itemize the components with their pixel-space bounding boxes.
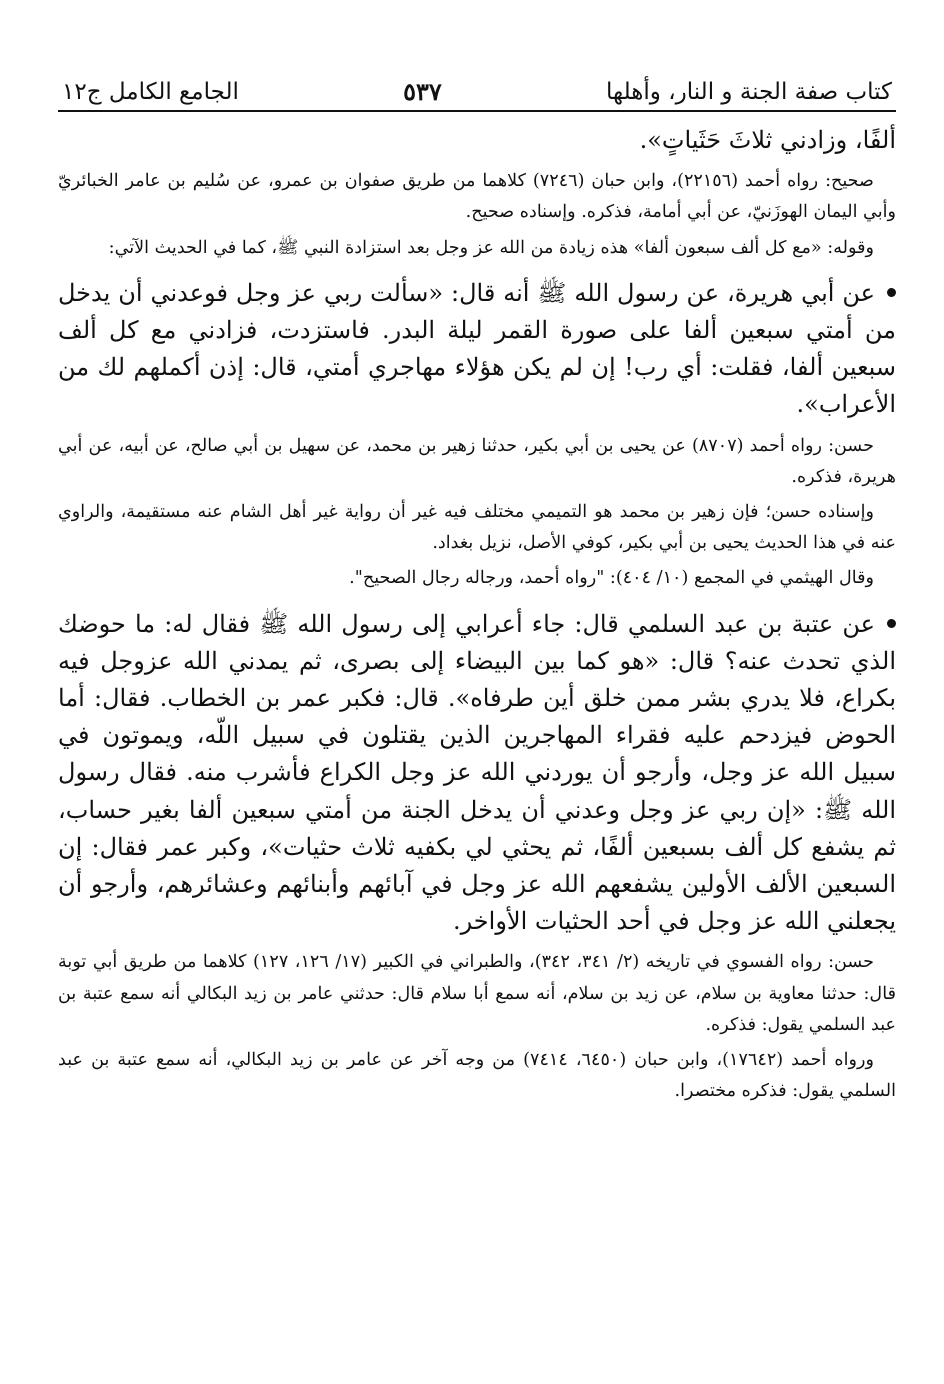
takhrij-note: صحيح: رواه أحمد (٢٢١٥٦)، وابن حبان (٧٢٤٦) كلاهما من طريق صفوان بن عمرو، عن سُليم بن عامر الخبائريّ وأبي اليمان الهوزَنيّ، عن أبي أمامة، فذكره. وإسناده صحيح. [58,171,896,223]
series-title: الجامع الكامل ج١٢ [62,79,239,105]
bullet-icon [887,619,896,628]
page-number: ٥٣٧ [403,77,442,106]
takhrij-note: ورواه أحمد (١٧٦٤٢)، وابن حبان (٦٤٥٠، ٧٤١٤) من وجه آخر عن عامر بن زيد البكالي، أنه سمع عتبة بن عبد السلمي يقول: فذكره مختصرا. [58,1050,896,1102]
page-content [58,112,896,1107]
hadith-continuation: ألفًا، وزادني ثلاثَ حَثَياتٍ». [639,126,896,154]
book-page [58,62,896,1107]
hadith-text: عن أبي هريرة، عن رسول الله ﷺ أنه قال: «سألت ربي عز وجل فوعدني أن يدخل من أمتي سبعين ألفا على صورة القمر ليلة البدر. فاستزدت، فزادني مع كل ألف سبعين ألفا، فقلت: أي رب! إن لم يكن هؤلاء مهاجري أمتي، قال: إذن أكملهم لك من الأعراب». [58,278,896,419]
commentary-note: وقوله: «مع كل ألف سبعون ألفا» هذه زيادة من الله عز وجل بعد استزادة النبي ﷺ، كما في الحديث الآتي: [108,237,874,258]
bullet-icon [887,288,896,297]
book-title: كتاب صفة الجنة و النار، وأهلها [606,79,892,105]
takhrij-note: حسن: رواه الفسوي في تاريخه (٢/ ٣٤١، ٣٤٢)، والطبراني في الكبير (١٧/ ١٢٦، ١٢٧) كلاهما من طريق أبي توبة قال: حدثنا معاوية بن سلام، عن زيد بن سلام، أنه سمع أبا سلام قال: حدثني عامر بن زيد البكالي أنه سمع عتبة بن عبد السلمي يقول: فذكره. [58,952,896,1035]
quote-note: وقال الهيثمي في المجمع (١٠/ ٤٠٤): "رواه أحمد، ورجاله رجال الصحيح". [349,568,874,589]
hadith-block [58,275,896,424]
hadith-block [58,606,896,941]
hadith-text: عن عتبة بن عبد السلمي قال: جاء أعرابي إلى رسول الله ﷺ فقال له: ما حوضك الذي تحدث عنه؟ قال: «هو كما بين البيضاء إلى بصرى، ثم يمدني الله عزوجل فيه بكراع، فلا يدري بشر ممن خلق أين طرفاه». قال: فكبر عمر بن الخطاب. فقال: أما الحوض فيزدحم عليه فقراء المهاجرين الذين يقتلون في سبيل اللّه، ويموتون في سبيل الله عز وجل، وأرجو أن يوردني الله عز وجل الكراع فأشرب منه. فقال رسول الله ﷺ: «إن ربي عز وجل وعدني أن يدخل الجنة من أمتي سبعين ألفا بغير حساب، ثم يشفع كل ألف بسبعين ألفًا، ثم يحثي لي بكفيه ثلاث حثيات»، وكبر عمر فقال: إن السبعين الألف الأولين يشفعهم الله عز وجل في آبائهم وأبنائهم وعشائرهم، وأرجو أن يجعلني الله عز وجل في أحد الحثيات الأواخر. [58,609,896,936]
running-header [58,62,896,112]
isnad-note: وإسناده حسن؛ فإن زهير بن محمد هو التميمي مختلف فيه غير أن رواية غير أهل الشام عنه مستقيمة، والراوي عنه في هذا الحديث يحيى بن أبي بكير، كوفي الأصل، نزيل بغداد. [58,502,896,554]
takhrij-note: حسن: رواه أحمد (٨٧٠٧) عن يحيى بن أبي بكير، حدثنا زهير بن محمد، عن سهيل بن أبي صالح، عن أبيه، عن أبي هريرة، فذكره. [58,435,896,487]
